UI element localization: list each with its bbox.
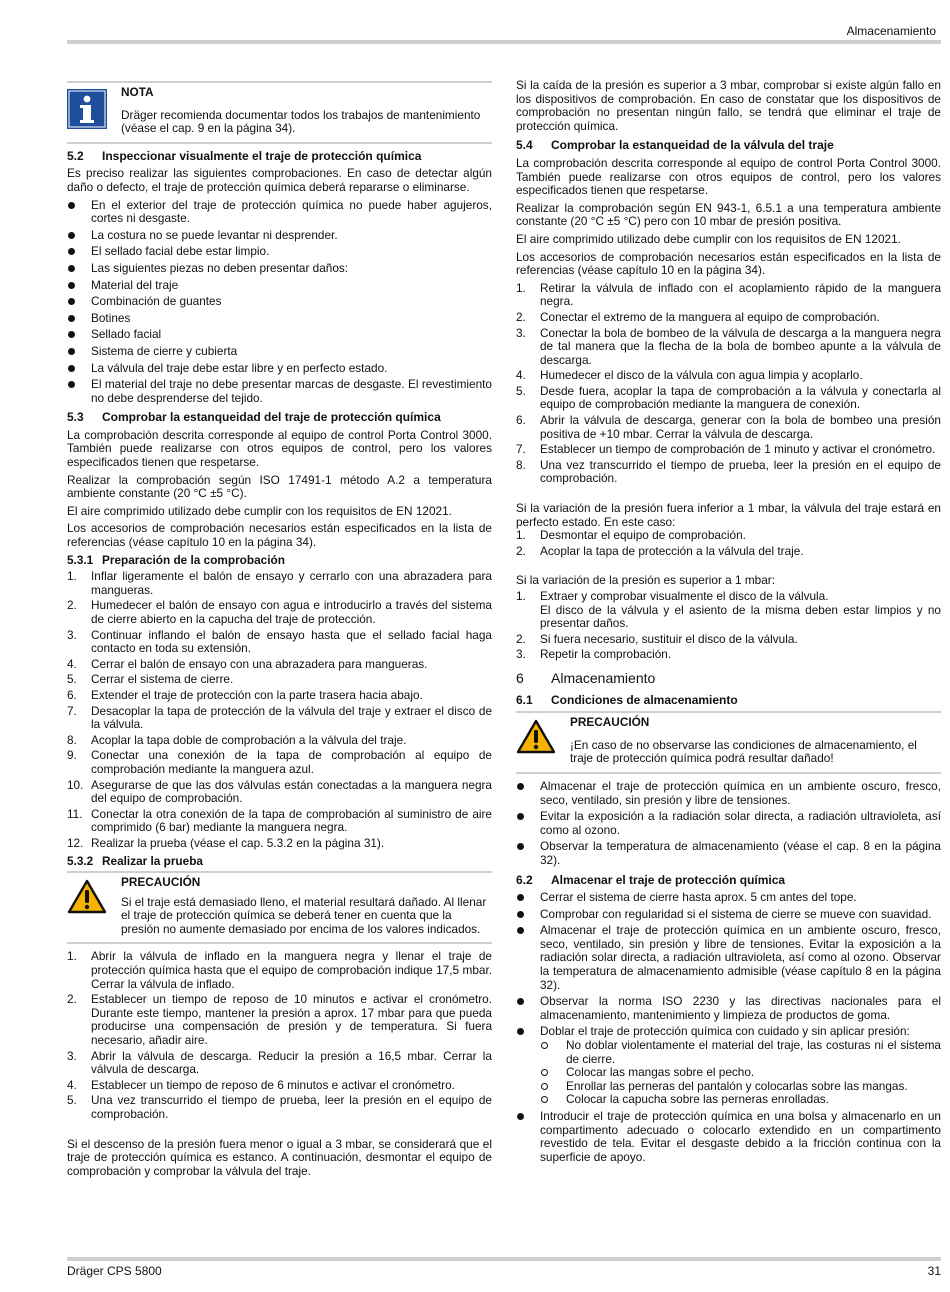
sub-item: No doblar violentamente el material del traje, las costuras ni el sistema de cierre.	[540, 1039, 941, 1066]
paragraph: Si la caída de la presión es superior a 3 mbar, comprobar si existe algún fallo en los dispositivos de comprobación. En caso de constatar que los dispositivos de comprobación no presentan ningún fallo, se tendrá que eliminar el traje de protección química.	[516, 78, 941, 133]
step-item: 5. Una vez transcurrido el tiempo de prueba, leer la presión en el equipo de comprobación.	[67, 1093, 492, 1121]
caution-title: PRECAUCIÓN	[121, 875, 201, 890]
paragraph: Si la variación de la presión fuera inferior a 1 mbar, la válvula del traje estará en perfecto estado. En este caso:	[516, 501, 941, 529]
step-item: 5. Desde fuera, acoplar la tapa de comprobación a la válvula y conectarla al equipo de comprobación mediante la manguera de conexión.	[516, 383, 941, 412]
list-item: Comprobar con regularidad si el sistema de cierre se mueve con suavidad.	[516, 908, 941, 922]
step-item: 1. Desmontar el equipo de comprobación.	[516, 528, 746, 543]
step-item: 8. Acoplar la tapa doble de comprobación a la válvula del traje.	[67, 732, 407, 747]
step-item: 1. Extraer y comprobar visualmente el disco de la válvula. El disco de la válvula y el asiento de la misma deben estar limpios y no presentar daños.	[516, 589, 941, 631]
step-item: 2. Si fuera necesario, sustituir el disco de la válvula.	[516, 631, 798, 646]
list-item: Observar la norma ISO 2230 y las directivas nacionales para el almacenamiento, mantenimiento y limpieza de productos de goma.	[516, 995, 941, 1022]
warning-icon	[516, 719, 556, 759]
step-item: 6. Abrir la válvula de descarga, generar con la bola de bombeo una presión positiva de +10 mbar. Cerrar la válvula de descarga.	[516, 413, 941, 441]
list-item: Botines	[67, 312, 492, 326]
sub-item: Colocar las mangas sobre el pecho.	[540, 1066, 941, 1080]
section-heading-5-3-2: 5.3.2 Realizar la prueba	[67, 853, 203, 868]
step-item: 11. Conectar la otra conexión de la tapa de comprobación al suministro de aire comprimido (6 bar) mediante la manguera negra.	[67, 806, 492, 835]
paragraph: La comprobación descrita corresponde al equipo de control Porta Control 3000. También puede realizarse con otros equipos de control, pero los valores especificados tienen que respetarse.	[67, 427, 492, 470]
left-column	[67, 79, 492, 1182]
list-item: La costura no se puede levantar ni desprender.	[67, 229, 492, 243]
step-item: 12. Realizar la prueba (véase el cap. 5.3.2 en la página 31).	[67, 835, 385, 850]
list-item: Combinación de guantes	[67, 295, 492, 309]
step-item: 2. Acoplar la tapa de protección a la válvula del traje.	[516, 543, 804, 558]
step-item: 9. Conectar una conexión de la tapa de comprobación al equipo de comprobación mediante la manguera azul.	[67, 748, 492, 776]
high-variation-steps	[516, 590, 941, 662]
list-item: Almacenar el traje de protección química en un ambiente oscuro, fresco, seco, ventilado, sin presión y libre de tensiones.	[516, 780, 941, 807]
list-item: La válvula del traje debe estar libre y en perfecto estado.	[67, 362, 492, 376]
step-item: 3. Conectar la bola de bombeo de la válvula de descarga a la manguera negra de tal manera que la flecha de la bola de bombeo apunte a la válvula de descarga.	[516, 325, 941, 367]
section-heading-5-4: 5.4 Comprobar la estanqueidad de la válvula del traje	[516, 138, 834, 153]
caution-text: Si el traje está demasiado lleno, el material resultará dañado. Al llenar el traje de protección química se deberá tener en cuenta que la presión no aumente demasiado por encima de los valores indicados.	[121, 894, 487, 936]
list-item: El material del traje no debe presentar marcas de desgaste. El revestimiento no debe desprenderse del tejido.	[67, 378, 492, 405]
section-heading-5-3: 5.3 Comprobar la estanqueidad del traje de protección química	[67, 410, 441, 425]
step-item: 7. Establecer un tiempo de comprobación de 1 minuto y activar el cronómetro.	[516, 442, 936, 457]
step-item: 1. Abrir la válvula de inflado en la manguera negra y llenar el traje de protección química hasta que el equipo de comprobación indique 17,5 mbar. Cerrar la válvula de inflado.	[67, 949, 492, 991]
inspection-list	[67, 199, 492, 406]
test-steps	[67, 950, 492, 1121]
step-item: 3. Abrir la válvula de descarga. Reducir la presión a 16,5 mbar. Cerrar la válvula de descarga.	[67, 1048, 492, 1077]
step-item: 2. Humedecer el balón de ensayo con agua e introducirlo a través del sistema de cierre abierto en la capucha del traje de protección.	[67, 598, 492, 626]
list-item: Sellado facial	[67, 328, 492, 342]
caution-text: ¡En caso de no observarse las condiciones de almacenamiento, el traje de protección química podrá resultar dañado!	[570, 737, 917, 766]
storage-conditions-list	[516, 780, 941, 868]
list-item: Sistema de cierre y cubierta	[67, 345, 492, 359]
section-heading-6-2: 6.2 Almacenar el traje de protección química	[516, 872, 786, 887]
step-item: 10. Asegurarse de que las dos válvulas están conectadas a la manguera negra del equipo de comprobación.	[67, 777, 492, 806]
step-item: 7. Desacoplar la tapa de protección de la válvula del traje y extraer el disco de la válvula.	[67, 703, 492, 732]
step-item: 1. Retirar la válvula de inflado con el acoplamiento rápido de la manguera negra.	[516, 280, 941, 309]
paragraph: La comprobación descrita corresponde al equipo de control Porta Control 3000. También puede realizarse con otros equipos de control, pero los valores especificados tienen que respetarse.	[516, 155, 941, 198]
step-item: 3. Continuar inflando el balón de ensayo hasta que el sellado facial haga contacto en toda su extensión.	[67, 627, 492, 656]
paragraph: Si el descenso de la presión fuera menor o igual a 3 mbar, se considerará que el traje de protección química es estanco. A continuación, desmontar el equipo de comprobación y comprobar la válvula del traje.	[67, 1136, 492, 1178]
low-variation-steps	[516, 529, 941, 558]
running-header: Almacenamiento	[846, 24, 936, 38]
paragraph: El aire comprimido utilizado debe cumplir con los requisitos de EN 12021.	[67, 503, 452, 518]
paragraph: Realizar la comprobación según ISO 17491-1 método A.2 a temperatura ambiente constante (20 °C ±5 °C).	[67, 472, 492, 501]
step-item: 4. Humedecer el disco de la válvula con agua limpia y acoplarlo.	[516, 368, 863, 383]
step-item: 1. Inflar ligeramente el balón de ensayo y cerrarlo con una abrazadera para mangueras.	[67, 569, 492, 597]
paragraph: Es preciso realizar las siguientes comprobaciones. En caso de detectar algún daño o defecto, el traje de protección química deberá repararse o eliminarse.	[67, 166, 492, 194]
list-item: En el exterior del traje de protección química no puede haber agujeros, cortes ni desgaste.	[67, 199, 492, 226]
chapter-heading-6: 6 Almacenamiento	[516, 669, 656, 686]
note-text: Dräger recomienda documentar todos los trabajos de mantenimiento (véase el cap. 9 en la página 34).	[121, 107, 481, 136]
step-item: 6. Extender el traje de protección con la parte trasera hacia abajo.	[67, 687, 423, 702]
warning-icon	[67, 879, 107, 919]
paragraph: Los accesorios de comprobación necesarios están especificados en la lista de referencias (véase capítulo 10 en la página 34).	[67, 521, 492, 550]
list-item: Almacenar el traje de protección química en un ambiente oscuro, fresco, seco, ventilado, sin presión y libre de tensiones. Evitar la exposición a la radiación solar directa, a radiación ultravioleta, así como al ozono. Observar la temperatura de almacenamiento admisible (véase capítulo 8 en la página 32).	[516, 924, 941, 992]
list-item: Cerrar el sistema de cierre hasta aprox. 5 cm antes del tope.	[516, 891, 941, 905]
list-item: Las siguientes piezas no deben presentar daños:	[67, 262, 492, 276]
valve-test-steps	[516, 282, 941, 486]
caution-title: PRECAUCIÓN	[570, 715, 650, 730]
paragraph: Si la variación de la presión es superior a 1 mbar:	[516, 573, 776, 588]
section-heading-5-2: 5.2 Inspeccionar visualmente el traje de protección química	[67, 148, 422, 163]
page-number: 31	[927, 1264, 941, 1278]
note-box	[67, 81, 492, 144]
sub-item: Colocar la capucha sobre las perneras enrolladas.	[540, 1093, 941, 1107]
note-title: NOTA	[121, 85, 154, 99]
step-item: 2. Establecer un tiempo de reposo de 10 minutos e activar el cronómetro. Durante este tiempo, mantener la presión a aprox. 17 mbar para que pueda producirse una compensación de presión y de temperatura. Si fuera necesario, añadir aire.	[67, 992, 492, 1048]
paragraph: Realizar la comprobación según EN 943-1, 6.5.1 a una temperatura ambiente constante (20 °C ±5 °C) pero con 10 mbar de presión positiva.	[516, 200, 941, 229]
folding-sublist	[540, 1039, 941, 1107]
list-item: El sellado facial debe estar limpio.	[67, 245, 492, 259]
header-rule	[67, 40, 941, 44]
caution-box	[516, 711, 941, 774]
list-item: Evitar la exposición a la radiación solar directa, a radiación ultravioleta, así como al ozono.	[516, 810, 941, 837]
section-heading-5-3-1: 5.3.1 Preparación de la comprobación	[67, 552, 285, 567]
list-item: Doblar el traje de protección química con cuidado y sin aplicar presión: No doblar violentamente el material del traje, las costuras ni el sistema de cierre. Colocar las mangas sobre el pecho. Enrollar las perneras del pantalón y colocarlas sobre las mangas. Colocar la capucha sobre las perneras enrolladas.	[516, 1025, 941, 1107]
paragraph: Los accesorios de comprobación necesarios están especificados en la lista de referencias (véase capítulo 10 en la página 34).	[516, 249, 941, 278]
step-item: 8. Una vez transcurrido el tiempo de prueba, leer la presión en el equipo de comprobación.	[516, 457, 941, 486]
footer-product-name: Dräger CPS 5800	[67, 1264, 162, 1278]
sub-item: Enrollar las perneras del pantalón y colocarlas sobre las mangas.	[540, 1080, 941, 1094]
storage-steps-list	[516, 891, 941, 1164]
list-item: Material del traje	[67, 279, 492, 293]
list-item: Introducir el traje de protección química en una bolsa y almacenarlo en un compartimento adecuado o colocarlo extendido en un compartimento revestido de tela. Evitar el desgaste debido a la fricción continua con la superficie de apoyo.	[516, 1110, 941, 1164]
preparation-steps	[67, 570, 492, 850]
section-heading-6-1: 6.1 Condiciones de almacenamiento	[516, 692, 738, 707]
step-item: 3. Repetir la comprobación.	[516, 647, 672, 662]
step-item: 4. Cerrar el balón de ensayo con una abrazadera para mangueras.	[67, 656, 428, 671]
footer-rule	[67, 1257, 941, 1261]
step-item: 2. Conectar el extremo de la manguera al equipo de comprobación.	[516, 309, 880, 324]
right-column	[516, 79, 941, 1168]
step-item: 4. Establecer un tiempo de reposo de 6 minutos e activar el cronómetro.	[67, 1077, 455, 1092]
caution-box	[67, 871, 492, 944]
paragraph: El aire comprimido utilizado debe cumplir con los requisitos de EN 12021.	[516, 231, 901, 246]
info-icon	[67, 89, 107, 133]
list-item: Observar la temperatura de almacenamiento (véase el cap. 8 en la página 32).	[516, 840, 941, 867]
step-item: 5. Cerrar el sistema de cierre.	[67, 672, 234, 687]
step-subtext: El disco de la válvula y el asiento de la misma deben estar limpios y no presentar daños.	[540, 602, 941, 631]
